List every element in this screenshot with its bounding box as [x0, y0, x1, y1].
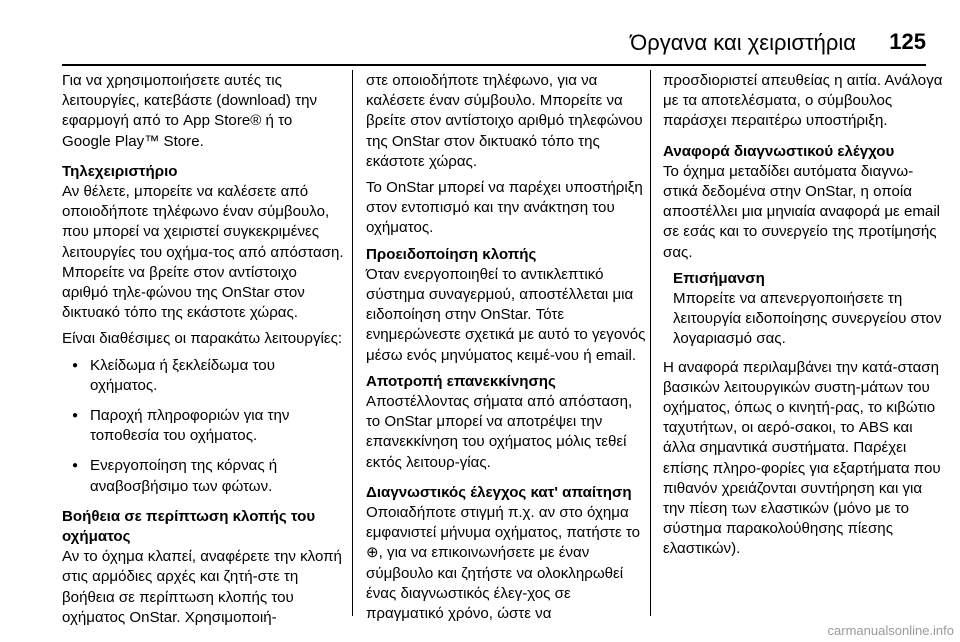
list-item: ● Κλείδωμα ή ξεκλείδωμα του οχήματος.	[62, 356, 345, 396]
telecontrol-heading: Τηλεχειριστήριο	[62, 162, 178, 180]
column-2	[366, 71, 649, 630]
list-item: ● Ενεργοποίηση της κόρνας ή αναβοσβήσιμο των φώτων.	[62, 456, 345, 496]
diagnostic-request-text: Οποιαδήποτε στιγμή π.χ. αν στο όχημα εμφανιστεί μήνυμα οχήματος, πατήστε το ⊕, για να επικοινωνήσετε με έναν σύμβουλο και ζητήστε να ολοκληρωθεί ένας διαγνωστικός έλεγ-χος σε πραγματικό χρόνο, ώστε να	[366, 504, 641, 623]
diagnostic-report-heading: Αναφορά διαγνωστικού ελέγχου	[663, 142, 895, 160]
watermark: carmanualsonline.info	[827, 623, 954, 638]
diagnostic-report-text: Το όχημα μεταδίδει αυτόματα διαγνω-στικά δεδομένα στην OnStar, η οποία αποστέλλει μια μηνιαία αναφορά με email σε εσάς και το συνεργείο της προτίμησής σας.	[663, 162, 941, 261]
page-number: 125	[889, 29, 926, 54]
page-title: Όργανα και χειριστήρια	[630, 30, 856, 55]
note-box	[673, 269, 946, 350]
column-3	[663, 71, 946, 566]
list-item: ● Παροχή πληροφοριών για την τοποθεσία του οχήματος.	[62, 406, 345, 446]
report-content-text: Η αναφορά περιλαμβάνει την κατά-σταση βασικών λειτουργικών συστη-μάτων του οχήματος, όπως ο κινητή-ρας, το κιβώτιο ταχυτήτων, οι αερό-σακοι, το ABS και άλλα σημαντικά συστήματα. Παρέχει επίσης πληρο-φορίες για εξαρτήματα που πιθανόν χρειάζονται συντήρηση και για την πίεση των ελαστικών (μόνο με το σύστημα παρακολούθησης πίεσης ελαστικών).	[663, 358, 941, 558]
available-functions-text: Είναι διαθέσιμες οι παρακάτω λειτουργίες:	[62, 330, 343, 348]
column-divider	[352, 70, 353, 616]
telecontrol-text: Αν θέλετε, μπορείτε να καλέσετε από οποιοδήποτε τηλέφωνο έναν σύμβουλο, που μπορεί να χειριστεί συγκεκριμένες λειτουργίες του οχήμα-τος από απόσταση. Μπορείτε να βρείτε στον αντίστοιχο αριθμό τηλε-φώνου της OnStar στον δικτυακό τόπο της εκάστοτε χώρας.	[62, 183, 344, 322]
restart-prevention-heading: Αποτροπή επανεκκίνησης	[366, 372, 556, 390]
theft-alert-text: Όταν ενεργοποιηθεί το αντικλεπτικό σύστημα συναγερμού, αποστέλλεται μια ειδοποίηση στην OnStar. Τότε ενημερώνεστε σχετικά με αυτό το γεγονός μέσω ενός μηνύματος κειμέ-νου ή email.	[366, 265, 646, 364]
restart-prevention-text: Αποστέλλοντας σήματα από απόσταση, το OnStar μπορεί να αποτρέψει την επανεκκίνηση του οχήματος μόλις τεθεί εκτός λειτουρ-γίας.	[366, 393, 633, 471]
diagnostic-request-heading: Διαγνωστικός έλεγχος κατ' απαίτηση	[366, 483, 632, 501]
intro-paragraph: Για να χρησιμοποιήσετε αυτές τις λειτουργίες, κατεβάστε (download) την εφαρμογή από το App Store® ή το Google Play™ Store.	[62, 72, 318, 150]
column-divider	[650, 70, 651, 616]
functions-list	[62, 356, 345, 497]
note-title: Επισήμανση	[673, 269, 765, 287]
continued-text: προσδιοριστεί απευθείας η αιτία. Ανάλογα με τα αποτελέσματα, ο σύμβουλος παράσχει περαιτέρω υποστήριξη.	[663, 72, 943, 130]
note-text: Μπορείτε να απενεργοποιήσετε τη λειτουργία ειδοποίησης συνεργείου στον λογαριασμό σας.	[673, 290, 942, 348]
support-text: Το OnStar μπορεί να παρέχει υποστήριξη στον εντοπισμό και την ανάκτηση του οχήματος.	[366, 179, 643, 237]
theft-help-text: Αν το όχημα κλαπεί, αναφέρετε την κλοπή στις αρμόδιες αρχές και ζητή-στε τη βοήθεια σε περίπτωση κλοπής του οχήματος OnStar. Χρησιμοποιή-	[62, 548, 342, 626]
header-rule	[62, 64, 926, 66]
column-1	[62, 71, 345, 634]
continued-text: στε οποιοδήποτε τηλέφωνο, για να καλέσετε έναν σύμβουλο. Μπορείτε να βρείτε στον αντίστοιχο αριθμό τηλεφώνου της OnStar στον δικτυακό τόπο της εκάστοτε χώρας.	[366, 72, 643, 170]
theft-alert-heading: Προειδοποίηση κλοπής	[366, 245, 537, 263]
theft-help-heading: Βοήθεια σε περίπτωση κλοπής του οχήματος	[62, 507, 316, 546]
